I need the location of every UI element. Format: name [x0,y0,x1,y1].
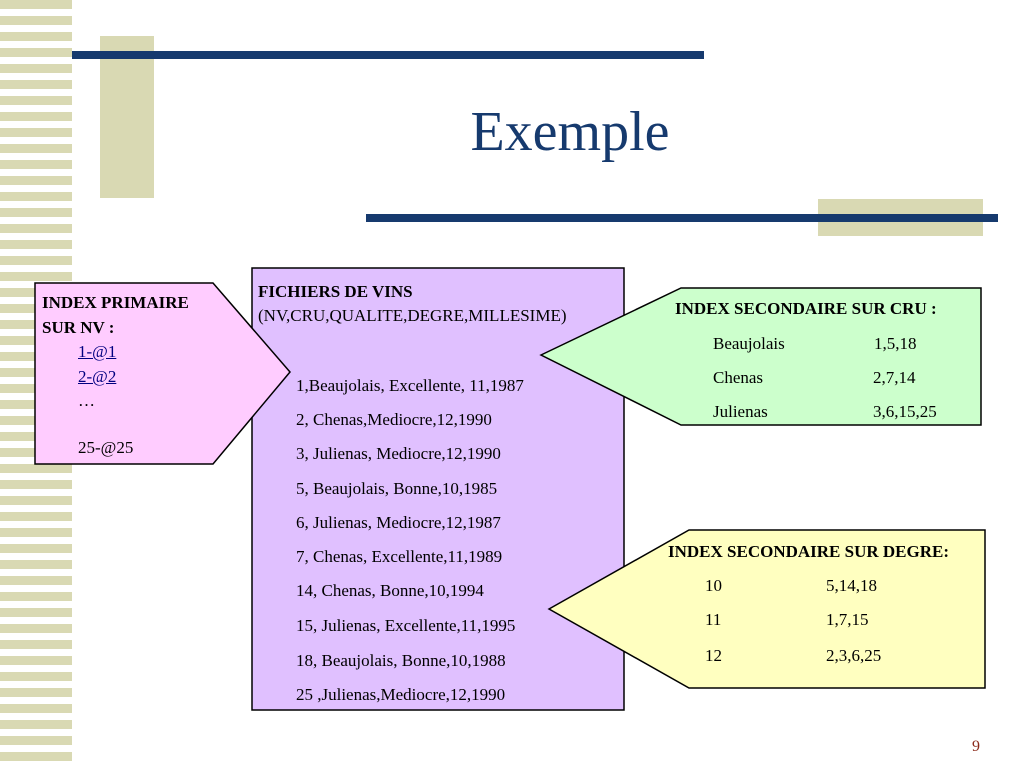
wine-record: 1,Beaujolais, Excellente, 11,1987 [296,376,524,395]
wine-record: 15, Julienas, Excellente,11,1995 [296,616,516,635]
wine-record: 14, Chenas, Bonne,10,1994 [296,581,484,600]
wine-record: 2, Chenas,Mediocre,12,1990 [296,410,492,429]
page-number: 9 [972,738,980,755]
cru-index-refs: 1,5,18 [874,334,917,353]
primary-index-entry-link[interactable]: 1-@1 [78,342,117,361]
wine-record: 25 ,Julienas,Mediocre,12,1990 [296,685,506,704]
cru-index-key: Beaujolais [713,334,785,353]
degre-index-refs: 2,3,6,25 [826,646,882,665]
slide-title: Exemple [470,101,670,163]
cru-index-key: Julienas [713,402,768,421]
primary-index-ellipsis: … [78,391,95,410]
primary-index-heading-line1: INDEX PRIMAIRE [42,293,189,312]
cru-index-refs: 2,7,14 [873,368,916,387]
wine-file-heading: FICHIERS DE VINS [258,282,413,301]
degre-index-heading: INDEX SECONDAIRE SUR DEGRE: [668,542,950,561]
wine-record: 6, Julienas, Mediocre,12,1987 [296,513,501,532]
degre-index-key: 11 [705,610,722,629]
cru-index-refs: 3,6,15,25 [873,402,937,421]
primary-index-entry-link[interactable]: 2-@2 [78,367,117,386]
cru-index-key: Chenas [713,368,764,387]
primary-index-heading-line2: SUR NV : [42,318,115,337]
wine-record: 5, Beaujolais, Bonne,10,1985 [296,479,498,498]
cru-index-heading: INDEX SECONDAIRE SUR CRU : [675,299,937,318]
primary-index-entry: 25-@25 [78,438,134,457]
degre-index-refs: 5,14,18 [826,576,877,595]
degre-index-key: 10 [705,576,722,595]
wine-file-schema: (NV,CRU,QUALITE,DEGRE,MILLESIME) [258,306,567,325]
wine-record: 7, Chenas, Excellente,11,1989 [296,547,503,566]
degre-index-key: 12 [705,646,722,665]
degre-index-refs: 1,7,15 [826,610,869,629]
wine-record: 3, Julienas, Mediocre,12,1990 [296,444,501,463]
wine-record: 18, Beaujolais, Bonne,10,1988 [296,651,506,670]
